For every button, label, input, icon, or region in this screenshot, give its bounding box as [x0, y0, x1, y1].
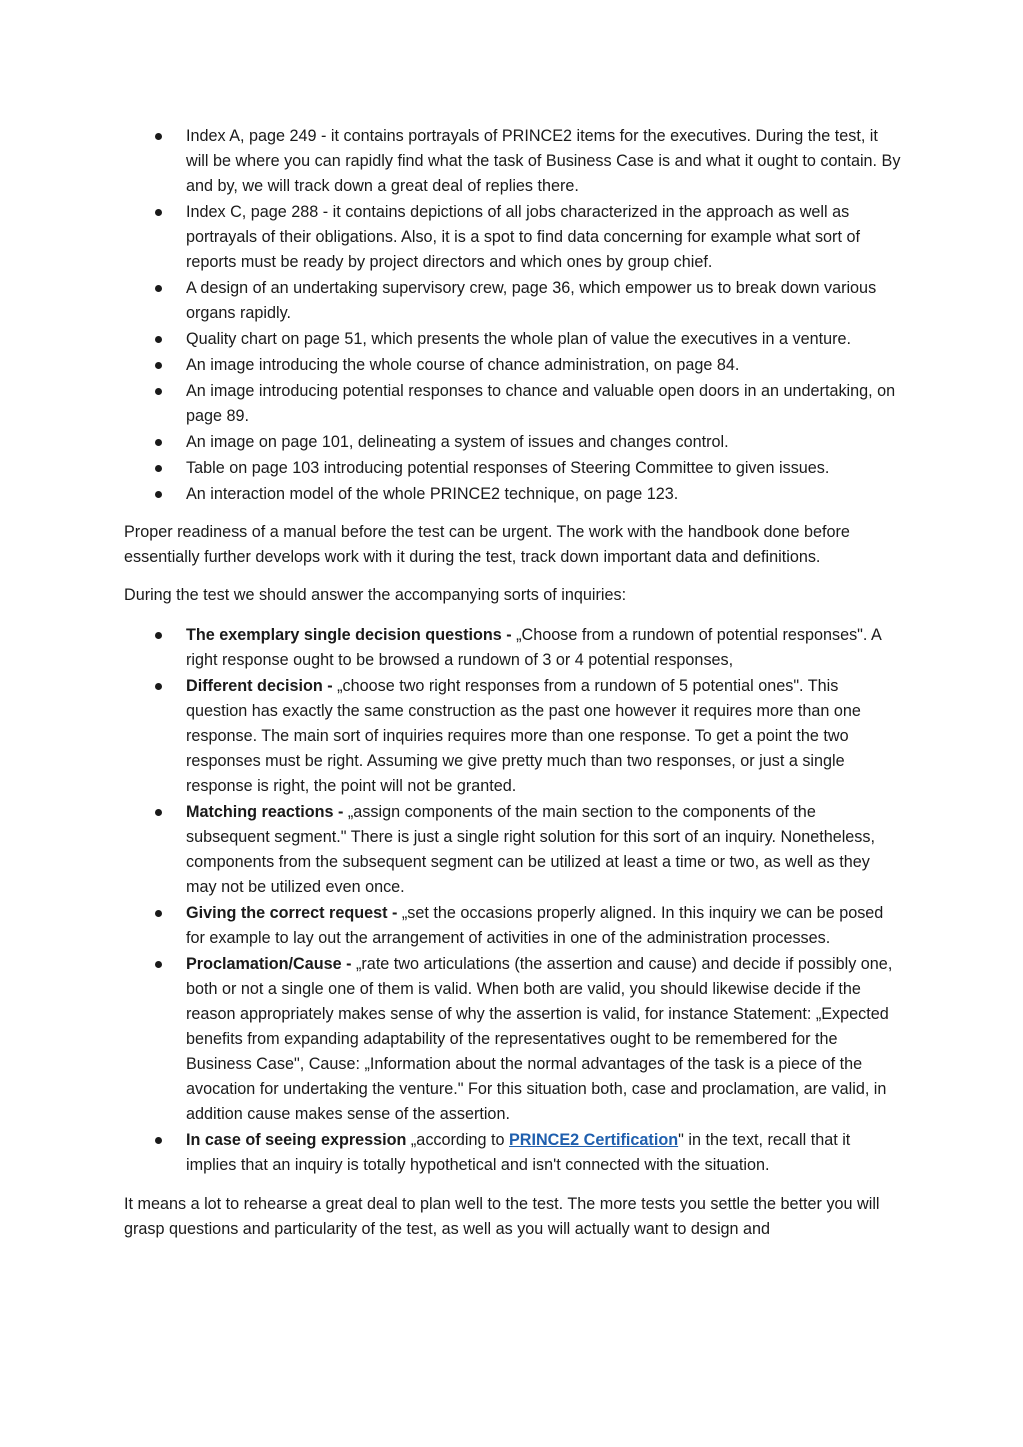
- question-type-label: Different decision -: [186, 677, 333, 695]
- list-item: [124, 482, 904, 507]
- question-type-description-suffix: " in the text, recall that it implies that an inquiry is totally hypothetical and isn't connected with the situation.: [186, 1131, 851, 1174]
- question-type-label: In case of seeing expression: [186, 1131, 407, 1149]
- prince2-certification-link[interactable]: PRINCE2 Certification: [509, 1131, 679, 1149]
- question-type-description: „choose two right responses from a rundown of 5 potential ones". This question has exactly the same construction as the past one however it requires more than one response. The main sort of inquiries requires more than one response. To get a point the two responses must be right. Assuming we give pretty much than two responses, or just a single response is right, the point will not be granted.: [186, 677, 861, 795]
- bullet-icon: [155, 1137, 162, 1144]
- bullet-icon: [155, 961, 162, 968]
- list-item: [124, 800, 904, 900]
- bullet-icon: [155, 362, 162, 369]
- question-type-description: „assign components of the main section to the components of the subsequent segment." There is just a single right solution for this sort of an inquiry. Nonetheless, components from the subsequent segment can be utilized at least a time or two, as well as they may not be utilized even once.: [186, 803, 875, 896]
- list-item-text: A design of an undertaking supervisory crew, page 36, which empower us to break down various organs rapidly.: [186, 279, 877, 322]
- list-item-text: Table on page 103 introducing potential responses of Steering Committee to given issues.: [186, 459, 830, 477]
- question-type-label: Matching reactions -: [186, 803, 344, 821]
- list-item: [124, 901, 904, 951]
- list-item: [124, 353, 904, 378]
- bullet-icon: [155, 388, 162, 395]
- question-type-description: „rate two articulations (the assertion and cause) and decide if possibly one, both or not a single one of them is valid. When both are valid, you should likewise decide if the reason appropriately makes sense of why the assertion is valid, for instance Statement: „Expected benefits from expanding adaptability of the representatives ought to be remembered for the Business Case", Cause: „Information about the normal advantages of the task is a piece of the avocation for undertaking the venture." For this situation both, case and proclamation, are valid, in addition cause makes sense of the assertion.: [186, 955, 893, 1123]
- list-item: [124, 276, 904, 326]
- question-type-label: Giving the correct request -: [186, 904, 398, 922]
- bullet-icon: [155, 209, 162, 216]
- bullet-icon: [155, 285, 162, 292]
- question-type-label: Proclamation/Cause -: [186, 955, 352, 973]
- list-item-text: Quality chart on page 51, which presents the whole plan of value the executives in a venture.: [186, 330, 851, 348]
- manual-references-list: [124, 124, 904, 507]
- list-item: [124, 200, 904, 275]
- question-types-list: [124, 623, 904, 1178]
- bullet-icon: [155, 683, 162, 690]
- list-item-text: An image introducing potential responses to chance and valuable open doors in an undertaking, on page 89.: [186, 382, 896, 425]
- question-type-label: The exemplary single decision questions -: [186, 626, 512, 644]
- list-item: [124, 379, 904, 429]
- list-item-text: An image on page 101, delineating a system of issues and changes control.: [186, 433, 729, 451]
- list-item: [124, 674, 904, 799]
- list-item: [124, 327, 904, 352]
- bullet-icon: [155, 465, 162, 472]
- list-item: [124, 1128, 904, 1178]
- bullet-icon: [155, 336, 162, 343]
- bullet-icon: [155, 809, 162, 816]
- list-item-text: Index A, page 249 - it contains portrayals of PRINCE2 items for the executives. During the test, it will be where you can rapidly find what the task of Business Case is and what it ought to contain. By and by, we will track down a great deal of replies there.: [186, 127, 901, 195]
- list-item-text: An image introducing the whole course of chance administration, on page 84.: [186, 356, 740, 374]
- bullet-icon: [155, 133, 162, 140]
- paragraph-manual-readiness: Proper readiness of a manual before the test can be urgent. The work with the handbook done before essentially further develops work with it during the test, track down important data and definitions.: [124, 523, 850, 566]
- list-item: [124, 623, 904, 673]
- list-item: [124, 124, 904, 199]
- question-type-description-prefix: „according to: [406, 1131, 509, 1149]
- list-item: [124, 952, 904, 1127]
- list-item: [124, 430, 904, 455]
- document-page: [124, 124, 904, 1242]
- bullet-icon: [155, 439, 162, 446]
- paragraph-practice-advice: It means a lot to rehearse a great deal to plan well to the test. The more tests you settle the better you will grasp questions and particularity of the test, as well as you will actually want to design and: [124, 1195, 880, 1238]
- question-type-description: „set the occasions properly aligned. In this inquiry we can be posed for example to lay out the arrangement of activities in one of the administration processes.: [186, 904, 884, 947]
- question-type-description: „Choose from a rundown of potential responses". A right response ought to be browsed a rundown of 3 or 4 potential responses,: [186, 626, 881, 669]
- paragraph-question-types-intro: During the test we should answer the accompanying sorts of inquiries:: [124, 586, 627, 604]
- list-item-text: Index C, page 288 - it contains depictions of all jobs characterized in the approach as well as portrayals of their obligations. Also, it is a spot to find data concerning for example what sort of reports must be ready by project directors and which ones by group chief.: [186, 203, 860, 271]
- bullet-icon: [155, 910, 162, 917]
- list-item: [124, 456, 904, 481]
- list-item-text: An interaction model of the whole PRINCE2 technique, on page 123.: [186, 485, 679, 503]
- bullet-icon: [155, 491, 162, 498]
- bullet-icon: [155, 632, 162, 639]
